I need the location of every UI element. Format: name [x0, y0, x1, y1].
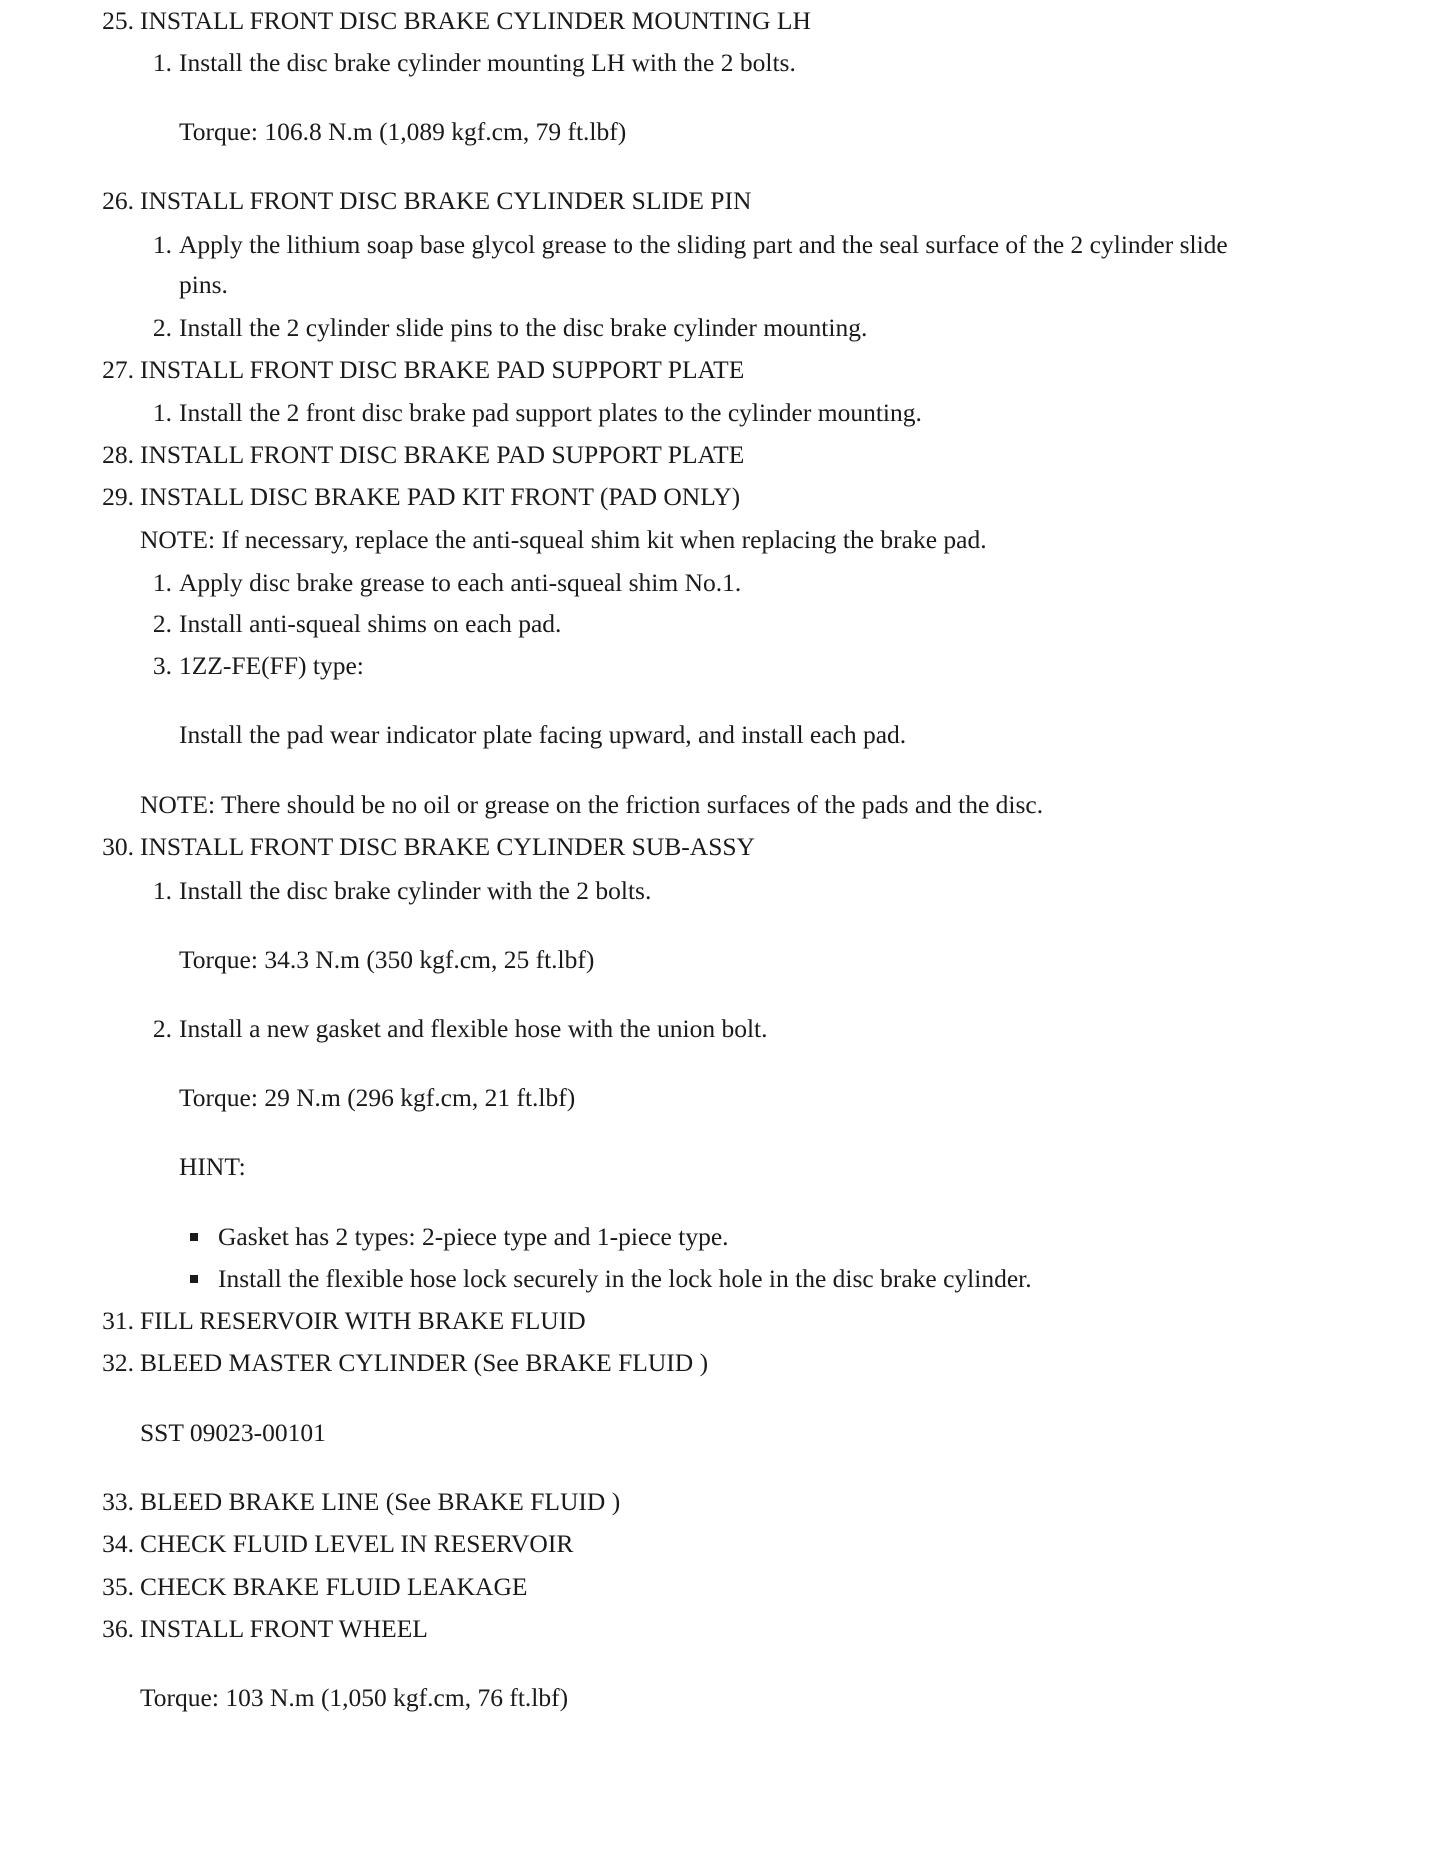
step-title: INSTALL DISC BRAKE PAD KIT FRONT (PAD ONLY) — [140, 482, 741, 511]
brake-fluid-link[interactable]: BRAKE FLUID — [525, 1348, 694, 1377]
step-title: CHECK FLUID LEVEL IN RESERVOIR — [140, 1529, 574, 1558]
step-title: INSTALL FRONT DISC BRAKE CYLINDER SLIDE PIN — [140, 186, 752, 215]
step-number: 32. — [102, 1348, 134, 1377]
substep-text-continued: pins. — [179, 270, 228, 299]
step-title: INSTALL FRONT DISC BRAKE PAD SUPPORT PLATE — [140, 440, 745, 469]
step-number: 34. — [102, 1529, 134, 1558]
substep-number: 1. — [152, 568, 172, 597]
substep-number: 1. — [152, 876, 172, 905]
substep-number: 2. — [152, 1014, 172, 1043]
hint-label: HINT: — [179, 1152, 246, 1181]
substep-text: Install the 2 cylinder slide pins to the disc brake cylinder mounting. — [179, 313, 868, 342]
step-title: CHECK BRAKE FLUID LEAKAGE — [140, 1572, 528, 1601]
substep-text: Install the 2 front disc brake pad support plates to the cylinder mounting. — [179, 398, 922, 427]
substep-number: 2. — [152, 609, 172, 638]
substep-text: Install the disc brake cylinder mounting LH with the 2 bolts. — [179, 48, 796, 77]
torque-spec: Torque: 29 N.m (296 kgf.cm, 21 ft.lbf) — [179, 1083, 576, 1112]
substep-detail: Install the pad wear indicator plate facing upward, and install each pad. — [179, 720, 907, 749]
substep-number: 1. — [152, 230, 172, 259]
bullet-square-icon — [190, 1275, 198, 1283]
step-title — [140, 1348, 708, 1378]
step-title: INSTALL FRONT DISC BRAKE CYLINDER MOUNTING LH — [140, 6, 811, 35]
brake-fluid-link[interactable]: BRAKE FLUID — [437, 1487, 606, 1516]
hint-item: Install the flexible hose lock securely in the lock hole in the disc brake cylinder. — [218, 1264, 1032, 1293]
step-number: 35. — [102, 1572, 134, 1601]
substep-text: Apply disc brake grease to each anti-squeal shim No.1. — [179, 568, 742, 597]
substep-number: 1. — [152, 398, 172, 427]
bullet-square-icon — [190, 1233, 198, 1241]
torque-spec: Torque: 103 N.m (1,050 kgf.cm, 76 ft.lbf) — [140, 1683, 569, 1712]
torque-spec: Torque: 34.3 N.m (350 kgf.cm, 25 ft.lbf) — [179, 945, 595, 974]
substep-number: 2. — [152, 313, 172, 342]
substep-text: 1ZZ-FE(FF) type: — [179, 651, 364, 680]
sst-number: SST 09023-00101 — [140, 1418, 326, 1447]
step-number: 36. — [102, 1614, 134, 1643]
step-number: 28. — [102, 440, 134, 469]
step-title: FILL RESERVOIR WITH BRAKE FLUID — [140, 1306, 586, 1335]
step-title-suffix: ) — [605, 1487, 621, 1516]
step-title: INSTALL FRONT WHEEL — [140, 1614, 428, 1643]
step-title: INSTALL FRONT DISC BRAKE CYLINDER SUB-ASSY — [140, 832, 755, 861]
step-number: 33. — [102, 1487, 134, 1516]
step-title-text: BLEED MASTER CYLINDER (See — [140, 1348, 526, 1377]
step-number: 29. — [102, 482, 134, 511]
substep-text: Install a new gasket and flexible hose with the union bolt. — [179, 1014, 768, 1043]
step-title: INSTALL FRONT DISC BRAKE PAD SUPPORT PLATE — [140, 355, 745, 384]
substep-number: 1. — [152, 48, 172, 77]
substep-text: Install anti-squeal shims on each pad. — [179, 609, 562, 638]
substep-text: Apply the lithium soap base glycol grease to the sliding part and the seal surface of the 2 cylinder slide — [179, 230, 1228, 259]
step-title-text: BLEED BRAKE LINE (See — [140, 1487, 438, 1516]
substep-number: 3. — [152, 651, 172, 680]
hint-item: Gasket has 2 types: 2-piece type and 1-piece type. — [218, 1222, 729, 1251]
note: NOTE: If necessary, replace the anti-squeal shim kit when replacing the brake pad. — [140, 525, 987, 554]
torque-spec: Torque: 106.8 N.m (1,089 kgf.cm, 79 ft.lbf) — [179, 117, 627, 146]
note: NOTE: There should be no oil or grease on the friction surfaces of the pads and the disc. — [140, 790, 1044, 819]
step-number: 27. — [102, 355, 134, 384]
substep-text: Install the disc brake cylinder with the 2 bolts. — [179, 876, 652, 905]
step-title — [140, 1487, 620, 1517]
step-title-suffix: ) — [693, 1348, 709, 1377]
step-number: 31. — [102, 1306, 134, 1335]
step-number: 25. — [102, 6, 134, 35]
step-number: 30. — [102, 832, 134, 861]
step-number: 26. — [102, 186, 134, 215]
